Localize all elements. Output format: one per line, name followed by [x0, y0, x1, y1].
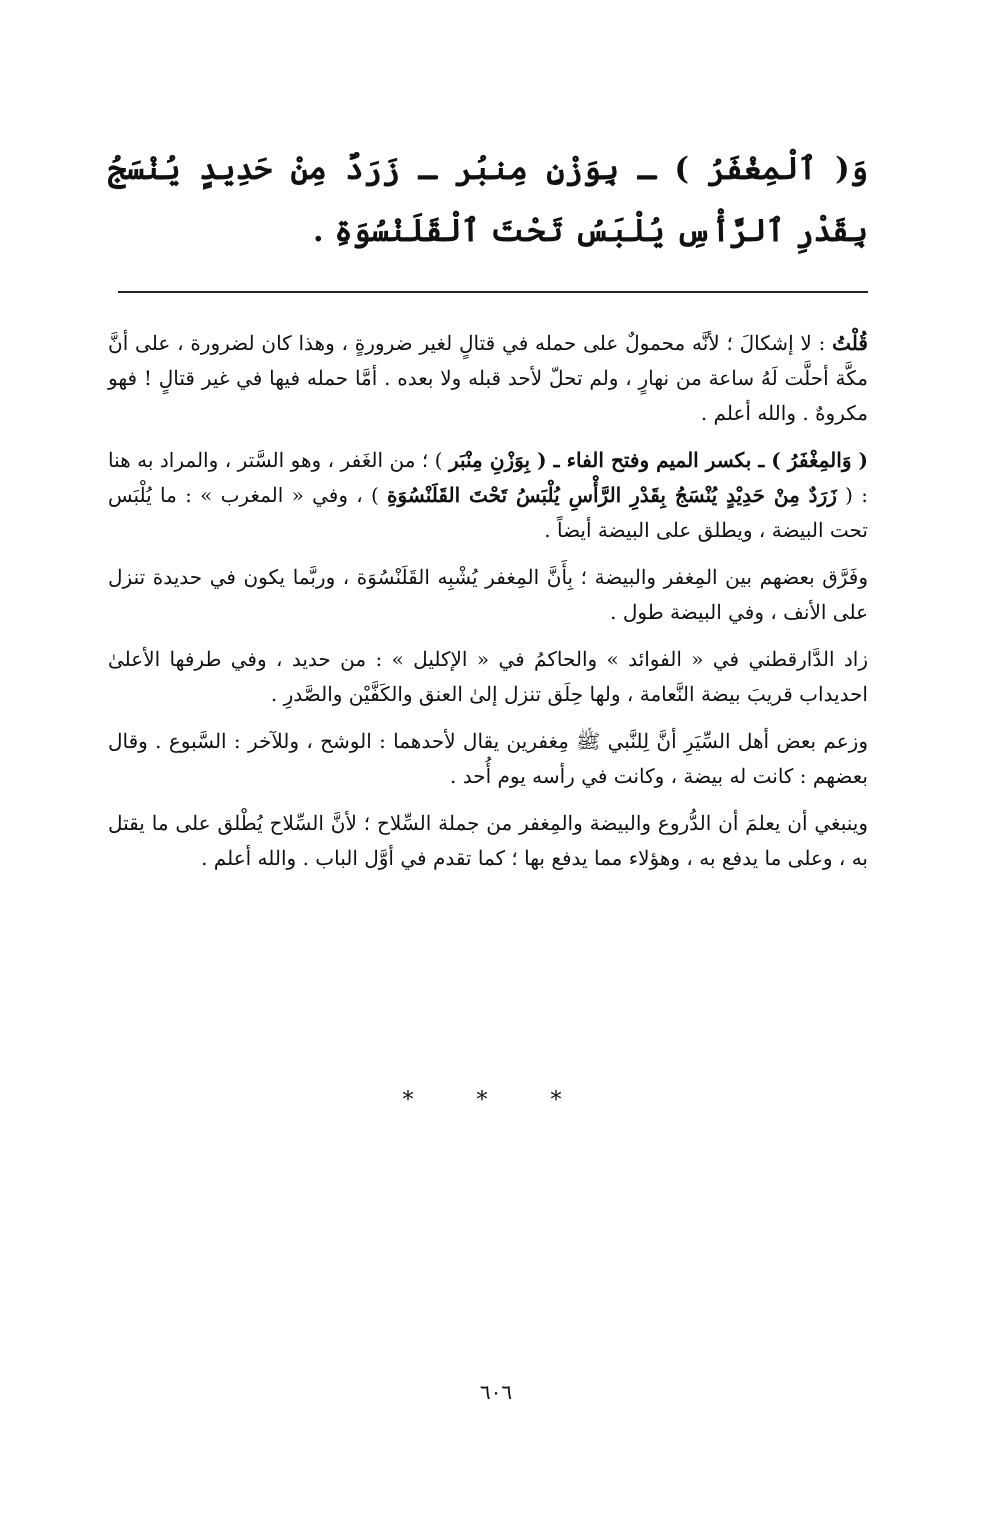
section-separator: * * *: [402, 1088, 590, 1113]
commentary-paragraph-5: وزعم بعض أهل السِّيَرِ أنَّ لِلنَّبي ﷺ مِغفرين يقال لأحدهما : الوشح ، وللآخر : السَّبوع . وقال بعضهم : كانت له بيضة ، وكانت في رأسه يوم أُحد .: [108, 729, 868, 788]
commentary-paragraph-2: [108, 443, 868, 548]
commentary-paragraph-6: وينبغي أن يعلمَ أن الدُّروع والبيضة والمِغفر من جملة السِّلاح ؛ لأنَّ السِّلاح يُطْلق على ما يقتل به ، وعلى ما يدفع به ، وهؤلاء مما يدفع بها ؛ كما تقدم في أوَّل الباب . والله أعلم .: [108, 811, 868, 870]
commentary-paragraph-4: زاد الدَّارقطني في « الفوائد » والحاكمُ في « الإكليل » : من حديد ، وفي طرفها الأعلىٰ احديداب قريبَ بيضة النَّعامة ، ولها حِلَق تنزل إلىٰ العنق والكَفَّيْن والصَّدرِ .: [108, 647, 869, 706]
qultu-lead: قُلْتُ: [832, 331, 868, 355]
commentary: [108, 326, 868, 888]
quoted-term: ( وَالمِغْفَرُ ) ـ بكسر الميم وفتح الفاء ـ (: [530, 448, 869, 472]
footnote-divider: [118, 291, 868, 293]
matn-text: وَ( ٱلْمِغْفَرُ ) ـ بِوَزْنِ مِنبُر ـ زَرَدٌ مِنْ حَدِيدٍ يُنْسَجُ بِقَدْرِ ٱلرَّأْسِ يُلْبَسُ تَحْتَ ٱلْقَلَنْسُوَةِ .: [108, 151, 868, 249]
quoted-phrase: بِوَزْنِ مِنْبَر: [448, 448, 531, 472]
page-number: ٦٠٦: [479, 1380, 513, 1404]
paragraph-text: ) ، وفي « المغرب » : ما يُلْبَس تحت البيضة ، ويطلق على البيضة أيضاً .: [108, 483, 868, 542]
paragraph-text: : لا إشكالَ ؛ لأنَّه محمولٌ على حمله في قتالٍ لغير ضرورةٍ ، وهذا كان لضرورة ، على أنَّ مكَّة أحلَّت لَهُ ساعة من نهارٍ ، ولم تحلّ لأحد قبله ولا بعده . أمَّا حمله فيها في غير قتالٍ ! فهو مكروهٌ . والله أعلم .: [108, 331, 868, 425]
quoted-phrase: زَرَدٌ مِنْ حَدِيْدٍ يُنْسَجُ بِقَدْرِ الرَّأْسِ يُلْبَسُ تَحْتَ القَلَنْسُوَةِ: [387, 483, 837, 507]
paragraph-text: ) ؛ من الغَفر ، وهو السَّتر ، والمراد به هنا : (: [108, 448, 868, 507]
commentary-paragraph-1: [108, 326, 868, 431]
commentary-paragraph-3: وفَرَّق بعضهم بين المِغفر والبيضة ؛ بِأَنَّ المِغفر يُشْبِه القَلَنْسُوَة ، وربَّما يكون في حديدة تنزل على الأنف ، وفي البيضة طول .: [108, 565, 868, 624]
